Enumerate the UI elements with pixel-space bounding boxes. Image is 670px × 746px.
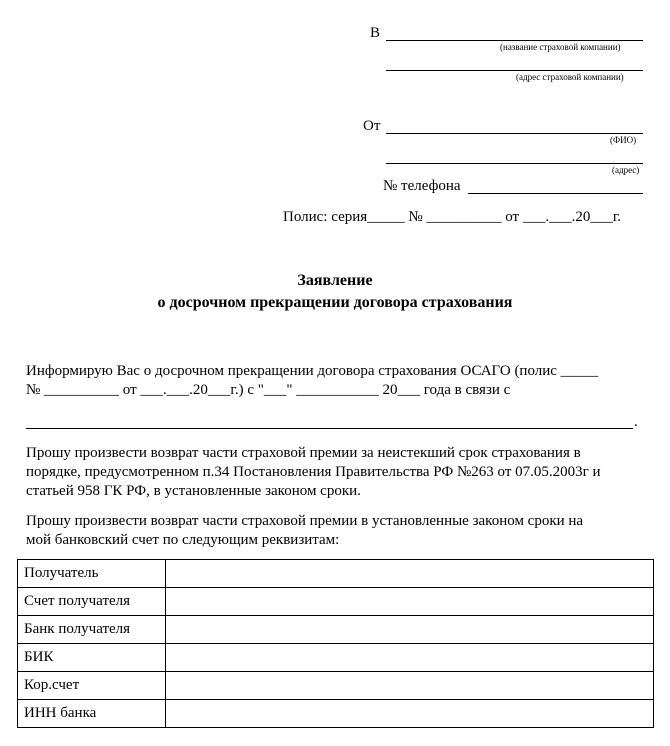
para1-line1: Информирую Вас о досрочном прекращении договора страхования ОСАГО (полис _____: [26, 363, 599, 379]
bik-label: БИК: [18, 644, 166, 672]
to-prefix: В: [370, 25, 381, 41]
table-row: [18, 672, 654, 700]
recipient-value[interactable]: [166, 560, 654, 588]
para2-line2: порядке, предусмотренном п.34 Постановления Правительства РФ №263 от 07.05.2003г и: [26, 464, 601, 480]
address-line[interactable]: [386, 163, 643, 164]
account-value[interactable]: [166, 588, 654, 616]
para3-line1: Прошу произвести возврат части страховой премии в установленные законом сроки на: [26, 513, 584, 529]
company-name-line[interactable]: [386, 40, 643, 41]
para3-line2: мой банковский счет по следующим реквизитам:: [26, 532, 340, 548]
corr-account-value[interactable]: [166, 672, 654, 700]
bank-inn-label: ИНН банка: [18, 700, 166, 728]
address-hint: (адрес): [612, 165, 640, 175]
requisites-table: [17, 559, 654, 728]
document-title: Заявление: [297, 272, 373, 289]
company-address-hint: (адрес страховой компании): [516, 72, 624, 82]
corr-account-label: Кор.счет: [18, 672, 166, 700]
recipient-label: Получатель: [18, 560, 166, 588]
table-row: [18, 700, 654, 728]
bank-label: Банк получателя: [18, 616, 166, 644]
document-subtitle: о досрочном прекращении договора страхования: [157, 294, 513, 311]
bank-inn-value[interactable]: [166, 700, 654, 728]
bank-value[interactable]: [166, 616, 654, 644]
table-row: [18, 644, 654, 672]
table-row: [18, 616, 654, 644]
bik-value[interactable]: [166, 644, 654, 672]
from-prefix: От: [363, 118, 381, 134]
account-label: Счет получателя: [18, 588, 166, 616]
reason-line[interactable]: [26, 428, 633, 429]
para2-line3: статьей 958 ГК РФ, в установленные законом сроки.: [26, 483, 361, 499]
table-row: [18, 560, 654, 588]
phone-label: № телефона: [383, 178, 461, 194]
company-address-line[interactable]: [386, 70, 643, 71]
table-row: [18, 588, 654, 616]
para1-end: .: [634, 414, 638, 430]
phone-line[interactable]: [468, 193, 643, 194]
fio-line[interactable]: [386, 133, 643, 134]
para1-line2: № __________ от ___.___.20___г.) с "___" ___________ 20___ года в связи с: [26, 382, 511, 398]
fio-hint: (ФИО): [610, 135, 637, 145]
policy-line: Полис: серия_____ № __________ от ___.___.20___г.: [283, 209, 622, 225]
para2-line1: Прошу произвести возврат части страховой премии за неистекший срок страхования в: [26, 445, 581, 461]
company-name-hint: (название страховой компании): [500, 42, 621, 52]
